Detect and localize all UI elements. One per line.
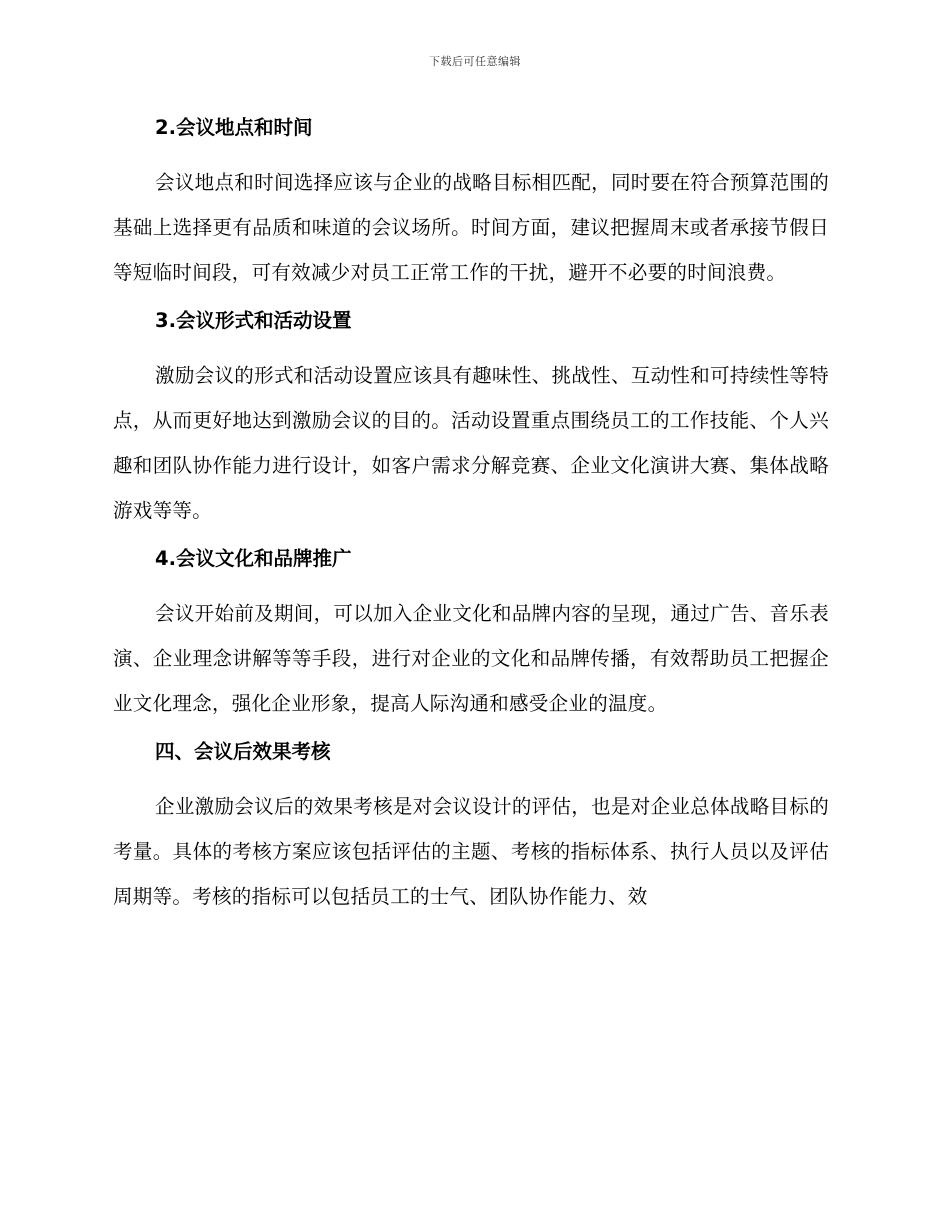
page-header: 下载后可任意编辑 — [429, 55, 521, 68]
section-paragraph: 企业激励会议后的效果考核是对会议设计的评估，也是对企业总体战略目标的考量。具体的考核方案应该包括评估的主题、考核的指标体系、执行人员以及评估周期等。考核的指标可以包括员工的士气、团队协作能力、效 — [113, 795, 829, 908]
section-paragraph: 激励会议的形式和活动设置应该具有趣味性、挑战性、互动性和可持续性等特点，从而更好地达到激励会议的目的。活动设置重点围绕员工的工作技能、个人兴趣和团队协作能力进行设计，如客户需求分解竞赛、企业文化演讲大赛、集体战略游戏等等。 — [113, 364, 829, 522]
document-body — [113, 110, 829, 927]
section-heading: 4.会议文化和品牌推广 — [155, 547, 352, 570]
section-heading: 3.会议形式和活动设置 — [155, 309, 352, 332]
section-post-meeting-assessment — [113, 734, 829, 919]
section-meeting-culture-brand — [113, 541, 829, 726]
section-meeting-venue-time — [113, 110, 829, 295]
section-meeting-format-activities — [113, 303, 829, 533]
section-paragraph: 会议地点和时间选择应该与企业的战略目标相匹配，同时要在符合预算范围的基础上选择更有品质和味道的会议场所。时间方面，建议把握周末或者承接节假日等短临时间段，可有效减少对员工正常工作的干扰，避开不必要的时间浪费。 — [113, 171, 829, 284]
section-paragraph: 会议开始前及期间，可以加入企业文化和品牌内容的呈现，通过广告、音乐表演、企业理念讲解等等手段，进行对企业的文化和品牌传播，有效帮助员工把握企业文化理念，强化企业形象，提高人际沟通和感受企业的温度。 — [113, 602, 829, 715]
section-heading: 2.会议地点和时间 — [155, 116, 313, 139]
section-heading: 四、会议后效果考核 — [155, 740, 331, 763]
